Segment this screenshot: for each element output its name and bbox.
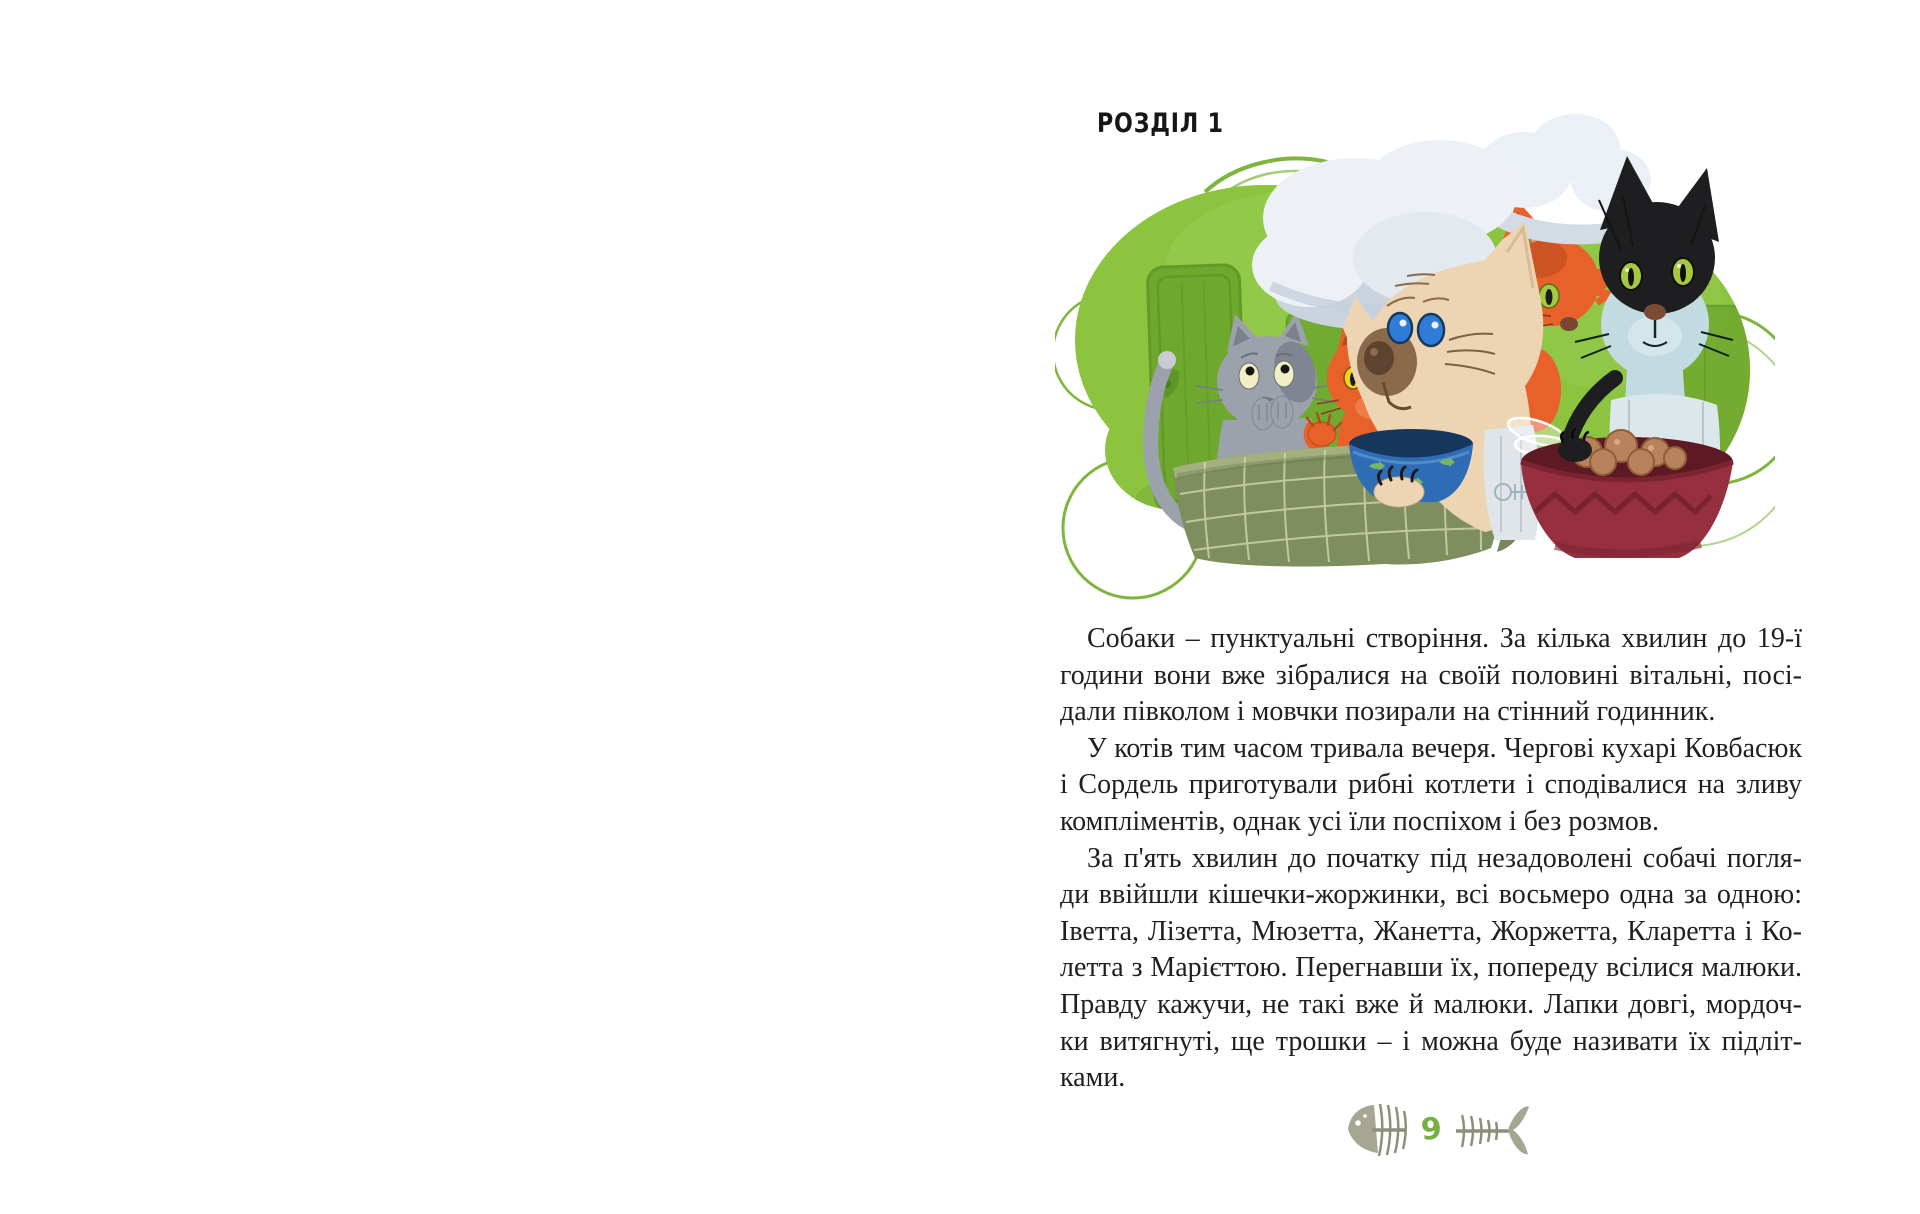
text-line: Іветта, Лізетта, Мюзетта, Жанетта, Жоржетта, Кларетта і Ко-: [1060, 915, 1802, 947]
text-line: За п'ять хвилин до початку під незадоволені собачі погля-: [1087, 842, 1802, 874]
text-line: летта з Марієттою. Перегнавши їх, попереду всілися малюки.: [1060, 952, 1802, 984]
text-line: ками.: [1060, 1062, 1126, 1094]
text-line: і Сордель приготували рибні котлети і сподівалися на зливу: [1060, 769, 1802, 801]
fish-skeleton-tail-icon: [1454, 1102, 1532, 1158]
text-line: У котів тим часом тривала вечеря. Чергові кухарі Ковбасюк: [1087, 732, 1802, 764]
text-block: [1060, 621, 1802, 1097]
text-line: дали півколом і мовчки позирали на стінний годинник.: [1060, 696, 1716, 728]
fish-skeleton-head-icon: [1342, 1099, 1408, 1161]
page-number: 9: [1419, 1111, 1443, 1148]
text-line: Правду кажучи, не такі вже й малюки. Лапки довгі, мордоч-: [1060, 988, 1802, 1020]
chapter-illustration: [1055, 100, 1775, 615]
page-footer: [1332, 1095, 1542, 1165]
text-line: Собаки – пунктуальні створіння. За кілька хвилин до 19-ї: [1087, 623, 1802, 654]
text-line: ки витягнуті, ще трошки – і можна буде називати їх підліт-: [1060, 1025, 1802, 1057]
chapter-heading: РОЗДІЛ 1: [1097, 108, 1224, 139]
text-line: ди ввійшли кішечки-жоржинки, всі восьмеро одна за одною:: [1060, 879, 1802, 911]
text-line: години вони вже зібралися на своїй половині вітальні, посі-: [1060, 659, 1802, 691]
text-line: компліментів, однак усі їли поспіхом і без розмов.: [1060, 805, 1659, 837]
